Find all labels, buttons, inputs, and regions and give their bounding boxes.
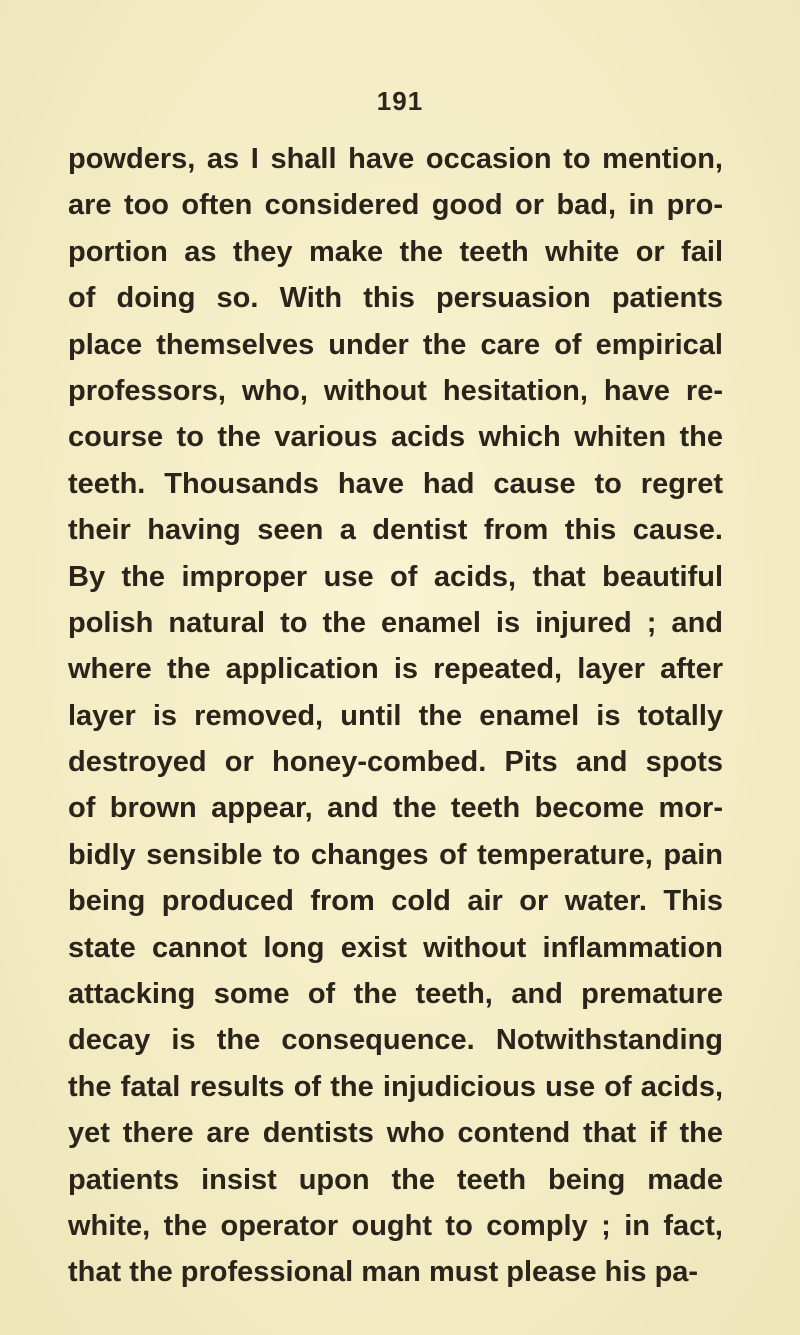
text-line: powders, as I shall have occasion to mention,: [68, 143, 723, 175]
text-line: patients insist upon the teeth being made: [68, 1163, 723, 1196]
text-line: of doing so. With this persuasion patients: [68, 282, 723, 315]
text-line: attacking some of the teeth, and premature: [68, 978, 723, 1011]
text-line: professors, who, without hesitation, have re-: [68, 374, 723, 407]
text-line: state cannot long exist without inflammation: [68, 931, 723, 964]
text-line: By the improper use of acids, that beautiful: [68, 560, 723, 593]
text-line: teeth. Thousands have had cause to regret: [68, 467, 723, 500]
text-line: place themselves under the care of empirical: [68, 328, 723, 361]
text-line: yet there are dentists who contend that if the: [68, 1117, 723, 1150]
text-line: of brown appear, and the teeth become mor-: [68, 792, 723, 825]
text-line: portion as they make the teeth white or fail: [68, 235, 723, 268]
text-line: where the application is repeated, layer after: [68, 653, 723, 686]
text-line: course to the various acids which whiten the: [68, 421, 723, 454]
body-text: [68, 136, 723, 1296]
text-line: their having seen a dentist from this cause.: [68, 514, 723, 547]
text-line: destroyed or honey-combed. Pits and spots: [68, 746, 723, 779]
text-line: white, the operator ought to comply ; in fact,: [68, 1209, 723, 1242]
text-line: that the professional man must please his pa-: [68, 1256, 699, 1289]
text-line: the fatal results of the injudicious use of acids,: [68, 1070, 723, 1103]
text-line: layer is removed, until the enamel is totally: [68, 699, 723, 732]
text-line: polish natural to the enamel is injured ; and: [68, 606, 723, 639]
text-line: decay is the consequence. Notwithstanding: [68, 1024, 723, 1057]
text-line: bidly sensible to changes of temperature, pain: [68, 838, 723, 871]
text-line: are too often considered good or bad, in pro-: [68, 189, 723, 222]
page-number: 191: [376, 86, 424, 116]
text-line: being produced from cold air or water. This: [68, 885, 723, 918]
